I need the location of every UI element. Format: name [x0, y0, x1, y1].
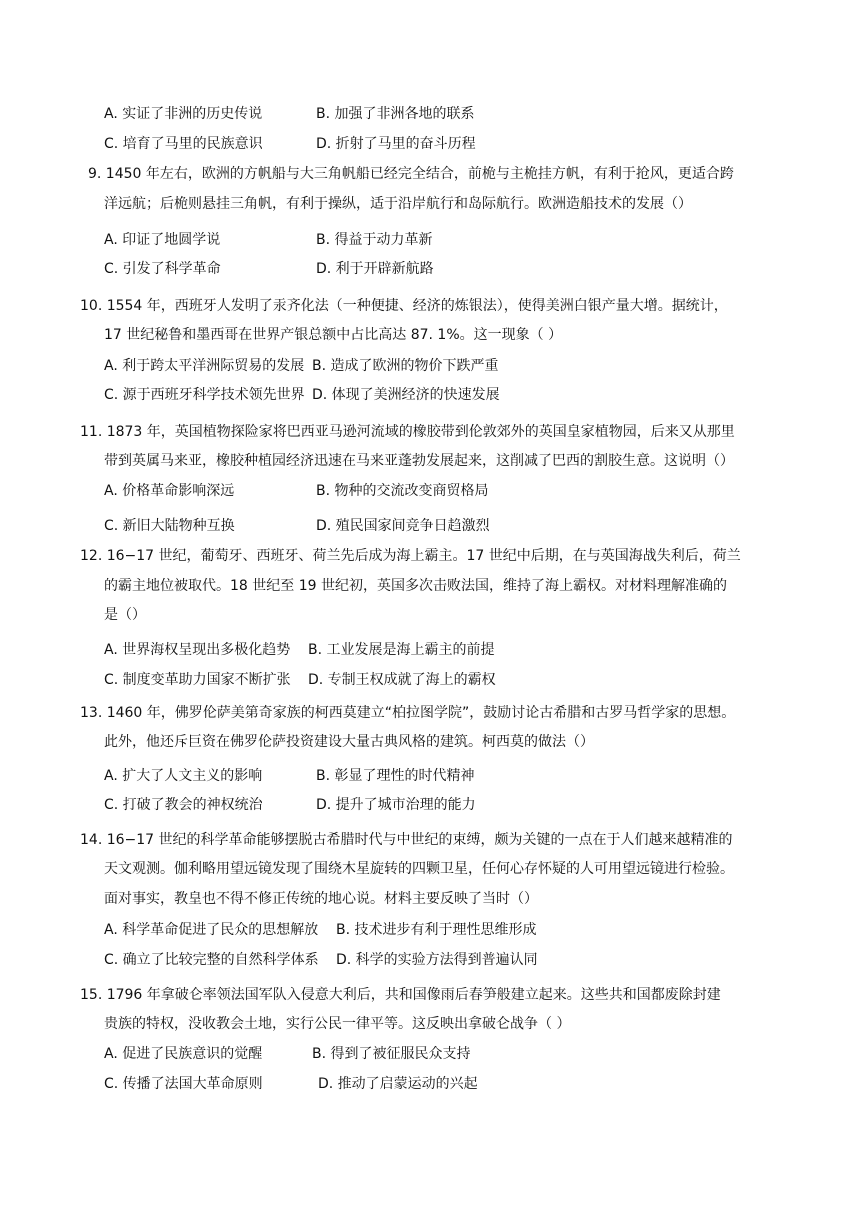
q8-option-b[interactable]: B. 加强了非洲各地的联系	[316, 106, 475, 122]
q15-option-a[interactable]: A. 促进了民族意识的觉醒	[104, 1046, 263, 1062]
q14-option-c[interactable]: C. 确立了比较完整的自然科学体系	[104, 952, 319, 968]
q15-option-d[interactable]: D. 推动了启蒙运动的兴起	[318, 1076, 478, 1092]
q14-stem-line-1: 14. 16−17 世纪的科学革命能够摆脱古希腊时代与中世纪的束缚，颇为关键的一点在于人们越来越精准的	[80, 832, 733, 848]
q11-option-d[interactable]: D. 殖民国家间竞争日趋激烈	[316, 518, 490, 534]
q9-stem-line-1: 9. 1450 年左右，欧洲的方帆船与大三角帆船已经完全结合，前桅与主桅挂方帆，有利于抢风，更适合跨	[88, 166, 734, 182]
q13-stem-line-1: 13. 1460 年，佛罗伦萨美第奇家族的柯西莫建立“柏拉图学院”，鼓励讨论古希腊和古罗马哲学家的思想。	[80, 705, 736, 721]
q12-option-a[interactable]: A. 世界海权呈现出多极化趋势	[104, 642, 291, 658]
q15-option-b[interactable]: B. 得到了被征服民众支持	[312, 1046, 471, 1062]
q14-option-a[interactable]: A. 科学革命促进了民众的思想解放	[104, 922, 319, 938]
q15-option-c[interactable]: C. 传播了法国大革命原则	[104, 1076, 263, 1092]
q13-option-b[interactable]: B. 彰显了理性的时代精神	[316, 768, 475, 784]
q15-stem-line-1: 15. 1796 年拿破仑率领法国军队入侵意大利后，共和国像雨后春笋般建立起来。这些共和国都废除封建	[80, 987, 721, 1003]
q10-stem-line-1: 10. 1554 年，西班牙人发明了汞齐化法（一种便捷、经济的炼银法），使得美洲白银产量大增。据统计，	[80, 298, 728, 314]
q12-stem-line-3: 是（）	[104, 607, 146, 623]
q10-option-a[interactable]: A. 利于跨太平洋洲际贸易的发展	[104, 358, 305, 374]
q12-option-c[interactable]: C. 制度变革助力国家不断扩张	[104, 672, 291, 688]
q8-option-a[interactable]: A. 实证了非洲的历史传说	[104, 106, 263, 122]
q14-stem-line-2: 天文观测。伽利略用望远镜发现了围绕木星旋转的四颗卫星，任何心存怀疑的人可用望远镜进行检验。	[104, 861, 734, 877]
q11-stem-line-1: 11. 1873 年，英国植物探险家将巴西亚马逊河流域的橡胶带到伦敦郊外的英国皇家植物园，后来又从那里	[80, 424, 735, 440]
q13-option-c[interactable]: C. 打破了教会的神权统治	[104, 797, 263, 813]
q10-stem-line-2: 17 世纪秘鲁和墨西哥在世界产银总额中占比高达 87. 1%。这一现象（ ）	[104, 327, 563, 343]
q11-option-a[interactable]: A. 价格革命影响深远	[104, 483, 235, 499]
q14-option-d[interactable]: D. 科学的实验方法得到普遍认同	[336, 952, 538, 968]
q13-option-a[interactable]: A. 扩大了人文主义的影响	[104, 768, 263, 784]
q8-option-c[interactable]: C. 培育了马里的民族意识	[104, 136, 263, 152]
q12-option-b[interactable]: B. 工业发展是海上霸主的前提	[308, 642, 495, 658]
q14-option-b[interactable]: B. 技术进步有利于理性思维形成	[336, 922, 537, 938]
q13-option-d[interactable]: D. 提升了城市治理的能力	[316, 797, 476, 813]
q12-option-d[interactable]: D. 专制王权成就了海上的霸权	[308, 672, 496, 688]
q13-stem-line-2: 此外，他还斥巨资在佛罗伦萨投资建设大量古典风格的建筑。柯西莫的做法（）	[104, 734, 594, 750]
q10-option-c[interactable]: C. 源于西班牙科学技术领先世界	[104, 387, 305, 403]
q9-option-b[interactable]: B. 得益于动力革新	[316, 232, 433, 248]
q9-option-d[interactable]: D. 利于开辟新航路	[316, 261, 434, 277]
q12-stem-line-1: 12. 16−17 世纪，葡萄牙、西班牙、荷兰先后成为海上霸主。17 世纪中后期，在与英国海战失利后，荷兰	[80, 548, 741, 564]
q10-option-b[interactable]: B. 造成了欧洲的物价下跌严重	[312, 358, 499, 374]
q12-stem-line-2: 的霸主地位被取代。18 世纪至 19 世纪初，英国多次击败法国，维持了海上霸权。对材料理解准确的	[104, 578, 727, 594]
q11-stem-line-2: 带到英属马来亚，橡胶种植园经济迅速在马来亚蓬勃发展起来，这削减了巴西的割胶生意。这说明（）	[104, 453, 734, 469]
q8-option-d[interactable]: D. 折射了马里的奋斗历程	[316, 136, 476, 152]
q9-option-a[interactable]: A. 印证了地圆学说	[104, 232, 221, 248]
q9-option-c[interactable]: C. 引发了科学革命	[104, 261, 221, 277]
q15-stem-line-2: 贵族的特权，没收教会土地，实行公民一律平等。这反映出拿破仑战争（ ）	[104, 1016, 571, 1032]
q10-option-d[interactable]: D. 体现了美洲经济的快速发展	[312, 387, 500, 403]
q11-option-c[interactable]: C. 新旧大陆物种互换	[104, 518, 235, 534]
q14-stem-line-3: 面对事实，教皇也不得不修正传统的地心说。材料主要反映了当时（）	[104, 891, 538, 907]
q11-option-b[interactable]: B. 物种的交流改变商贸格局	[316, 483, 489, 499]
q9-stem-line-2: 洋远航；后桅则悬挂三角帆，有利于操纵，适于沿岸航行和岛际航行。欧洲造船技术的发展（）	[104, 196, 692, 212]
